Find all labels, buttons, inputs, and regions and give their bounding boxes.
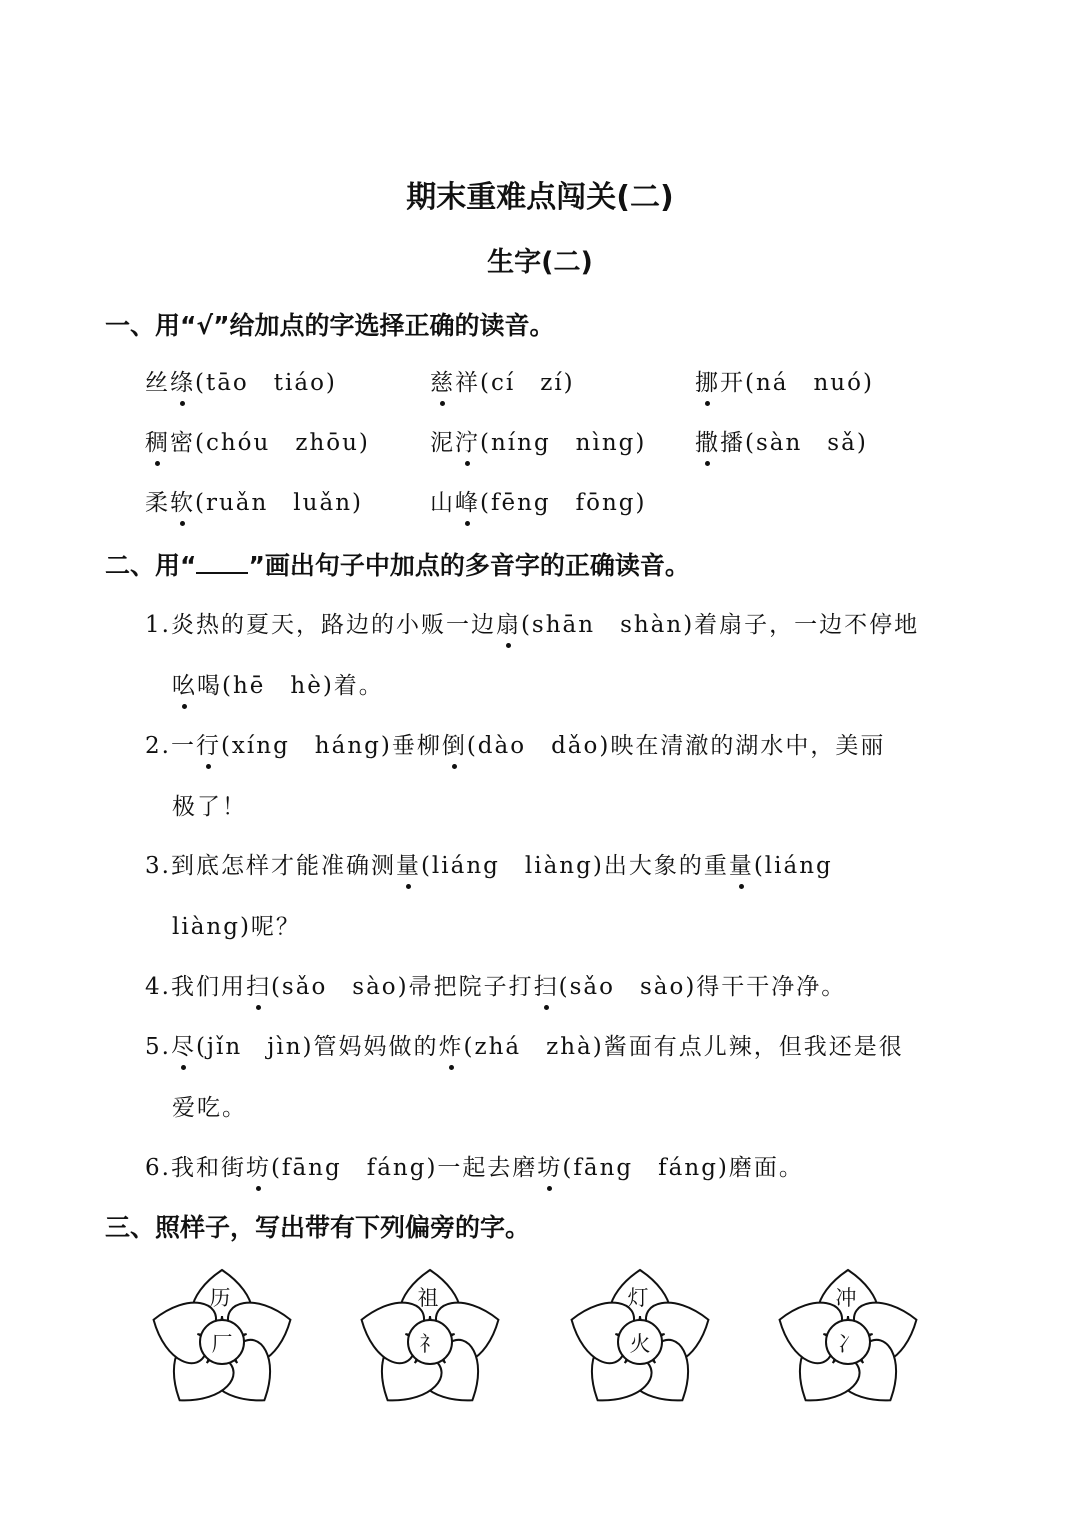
sentence-2-cont: 极了！: [172, 794, 247, 820]
sentence-3: 3.到底怎样才能准确测量(liáng liàng)出大象的重量(liáng: [145, 847, 833, 880]
radical-flower: [560, 1262, 720, 1422]
sentence-3-cont: liàng)呢？: [172, 914, 301, 940]
example-char: 冲: [835, 1286, 857, 1310]
reading-item: 慈祥(cí zí): [430, 364, 575, 397]
pinyin-options[interactable]: (sàn sǎ): [745, 430, 868, 456]
sentence-4: 4.我们用扫(sǎo sào)帚把院子打扫(sǎo sào)得干干净净。: [145, 968, 846, 1001]
sentence-1-cont: 吆喝(hē hè)着。: [172, 667, 384, 700]
section2-heading: 二、用“ ”画出句子中加点的多音字的正确读音。: [105, 551, 690, 580]
sentence-2: 2.一行(xíng háng)垂柳倒(dào dǎo)映在清澈的湖水中，美丽: [145, 727, 885, 760]
radical-flower: [350, 1262, 510, 1422]
radical-char: 厂: [211, 1332, 233, 1356]
example-char: 祖: [417, 1286, 439, 1310]
reading-item: 山峰(fēng fōng): [430, 484, 647, 517]
pinyin-options[interactable]: (chóu zhōu): [195, 430, 370, 456]
reading-item: 泥泞(níng nìng): [430, 424, 646, 457]
radical-char: 礻: [419, 1332, 441, 1356]
pinyin-options[interactable]: (tāo tiáo): [195, 370, 337, 396]
pinyin-options[interactable]: (fēng fōng): [480, 490, 647, 516]
section1-heading: 一、用“√”给加点的字选择正确的读音。: [105, 311, 555, 340]
sentence-5-cont: 爱吃。: [172, 1095, 247, 1121]
example-char: 历: [209, 1286, 231, 1310]
pinyin-options[interactable]: (níng nìng): [480, 430, 647, 456]
pinyin-options[interactable]: (ná nuó): [745, 370, 874, 396]
radical-flower: [142, 1262, 302, 1422]
pinyin-options[interactable]: (ruǎn luǎn): [195, 490, 363, 516]
reading-item: 挪开(ná nuó): [695, 364, 874, 397]
sentence-1: 1.炎热的夏天，路边的小贩一边扇(shān shàn)着扇子，一边不停地: [145, 606, 919, 639]
sentence-6: 6.我和街坊(fāng fáng)一起去磨坊(fāng fáng)磨面。: [145, 1149, 804, 1182]
reading-item: 丝绦(tāo tiáo): [145, 364, 337, 397]
page-subtitle: 生字(二): [487, 247, 593, 278]
radical-char: 火: [629, 1332, 651, 1356]
underline-blank: [196, 552, 248, 574]
example-char: 灯: [627, 1286, 649, 1310]
reading-item: 撒播(sàn sǎ): [695, 424, 868, 457]
sentence-5: 5.尽(jǐn jìn)管妈妈做的炸(zhá zhà)酱面有点儿辣，但我还是很: [145, 1028, 904, 1061]
pinyin-options[interactable]: (cí zí): [480, 370, 575, 396]
page-title: 期末重难点闯关(二): [406, 180, 674, 215]
section3-heading: 三、照样子，写出带有下列偏旁的字。: [105, 1213, 531, 1242]
radical-char: 冫: [837, 1332, 859, 1356]
radical-flower: [768, 1262, 928, 1422]
reading-item: 柔软(ruǎn luǎn): [145, 484, 363, 517]
reading-item: 稠密(chóu zhōu): [145, 424, 370, 457]
